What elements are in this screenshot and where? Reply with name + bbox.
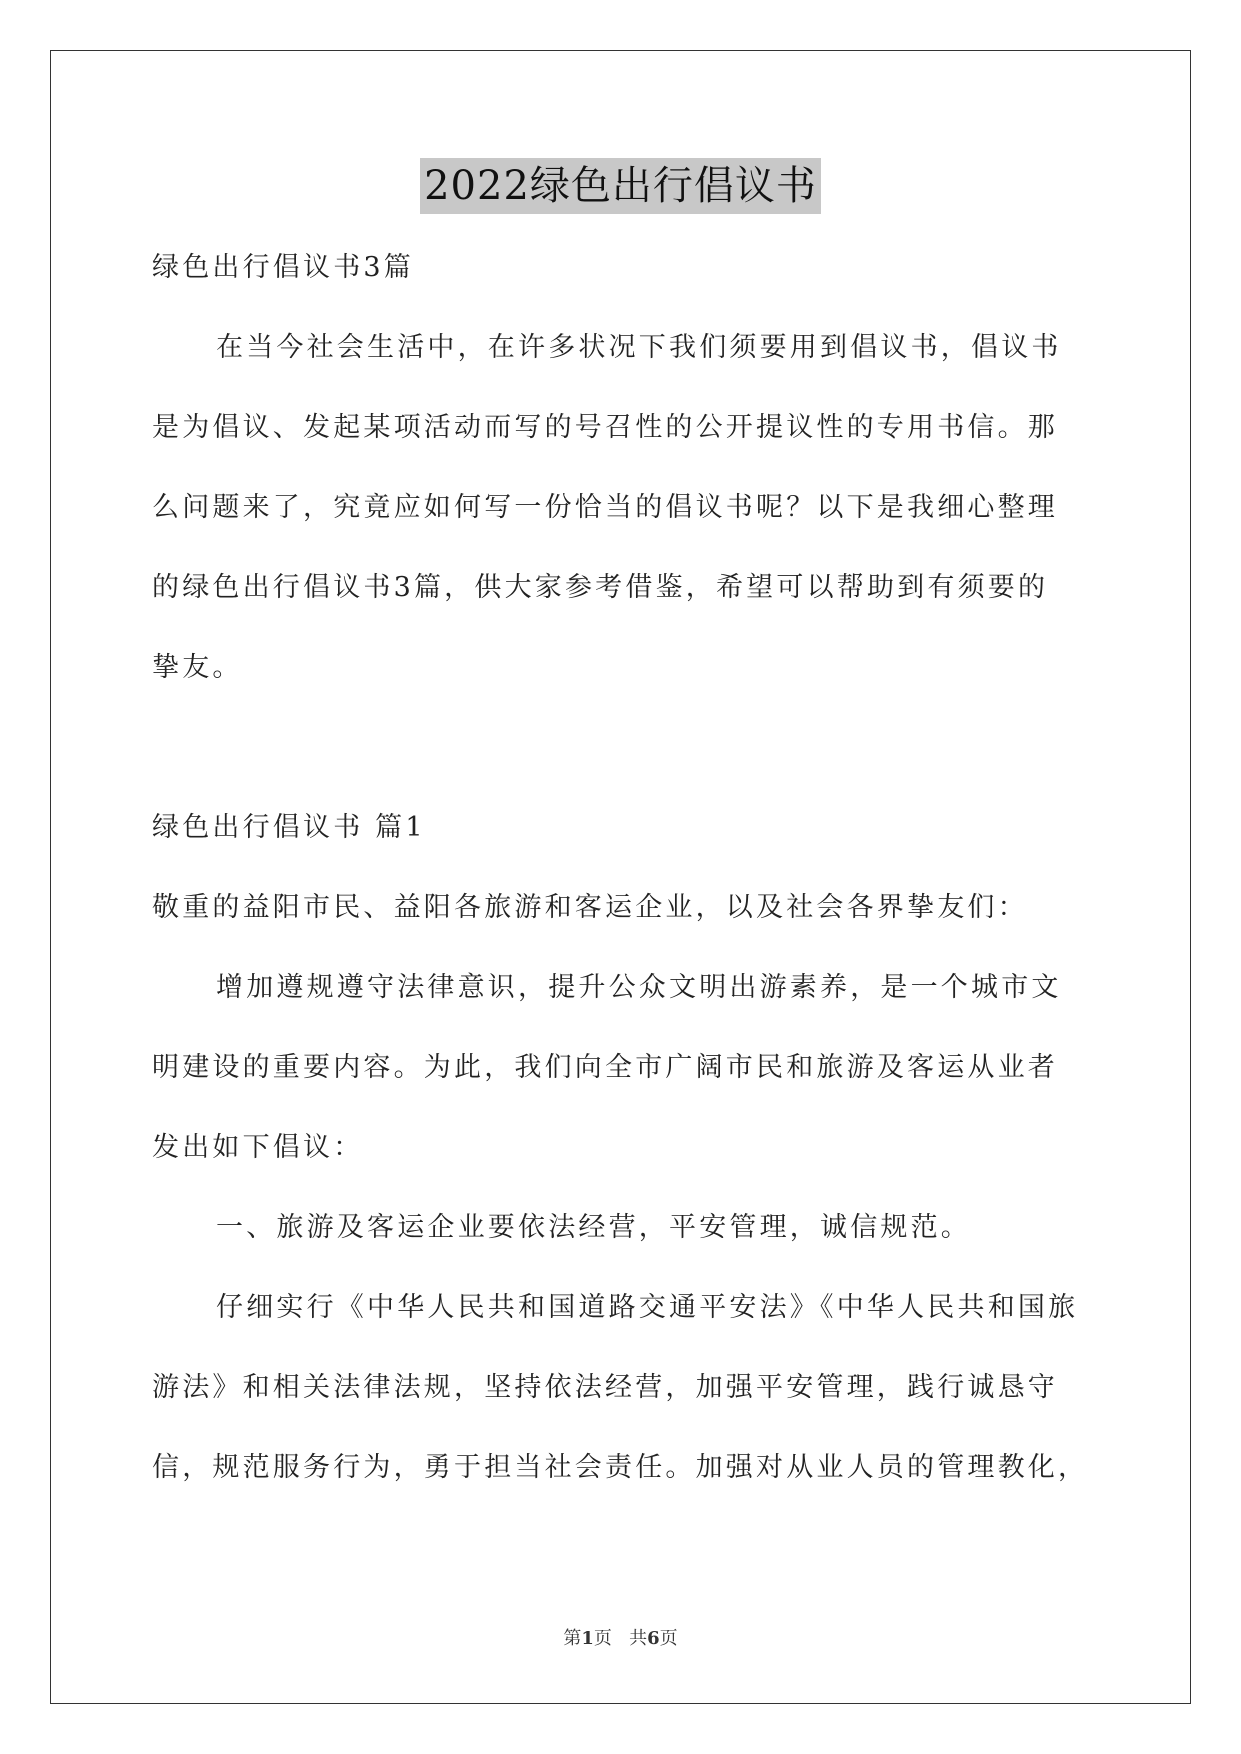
para2-line-2: 游法》和相关法律法规，坚持依法经营，加强平安管理，践行诚恳守 [152,1372,1058,1403]
section-heading: 绿色出行倡议书 篇1 [152,812,426,843]
intro-line-1: 在当今社会生活中，在许多状况下我们须要用到倡议书，倡议书 [216,332,1062,363]
para1-line-3: 发出如下倡议： [152,1132,364,1163]
footer-page-number: 1 [581,1628,594,1649]
salutation: 敬重的益阳市民、益阳各旅游和客运企业，以及社会各界挚友们： [152,892,1028,923]
footer-prefix: 第 [563,1628,582,1649]
document-title-wrapper [0,158,1241,214]
para1-line-1: 增加遵规遵守法律意识，提升公众文明出游素养，是一个城市文 [216,972,1062,1003]
intro-line-2: 是为倡议、发起某项活动而写的号召性的公开提议性的专用书信。那 [152,412,1058,443]
intro-line-4: 的绿色出行倡议书3篇，供大家参考借鉴，希望可以帮助到有须要的 [152,572,1049,603]
subtitle: 绿色出行倡议书3篇 [152,252,414,283]
page-footer [0,1624,1241,1650]
document-title: 2022绿色出行倡议书 [420,158,821,214]
para1-line-2: 明建设的重要内容。为此，我们向全市广阔市民和旅游及客运从业者 [152,1052,1058,1083]
para2-line-1: 仔细实行《中华人民共和国道路交通平安法》《中华人民共和国旅 [216,1292,1079,1323]
footer-total-pages: 6 [647,1628,660,1649]
intro-line-5: 挚友。 [152,652,243,683]
point-1: 一、旅游及客运企业要依法经营，平安管理，诚信规范。 [216,1212,971,1243]
document-body [152,228,1092,1508]
paragraph-gap [152,708,1092,788]
footer-total-prefix: 共 [629,1628,648,1649]
intro-line-3: 么问题来了，究竟应如何写一份恰当的倡议书呢？以下是我细心整理 [152,492,1058,523]
footer-page-suffix: 页 [593,1628,612,1649]
para2-line-3: 信，规范服务行为，勇于担当社会责任。加强对从业人员的管理教化， [152,1452,1089,1483]
footer-total-suffix: 页 [659,1628,678,1649]
